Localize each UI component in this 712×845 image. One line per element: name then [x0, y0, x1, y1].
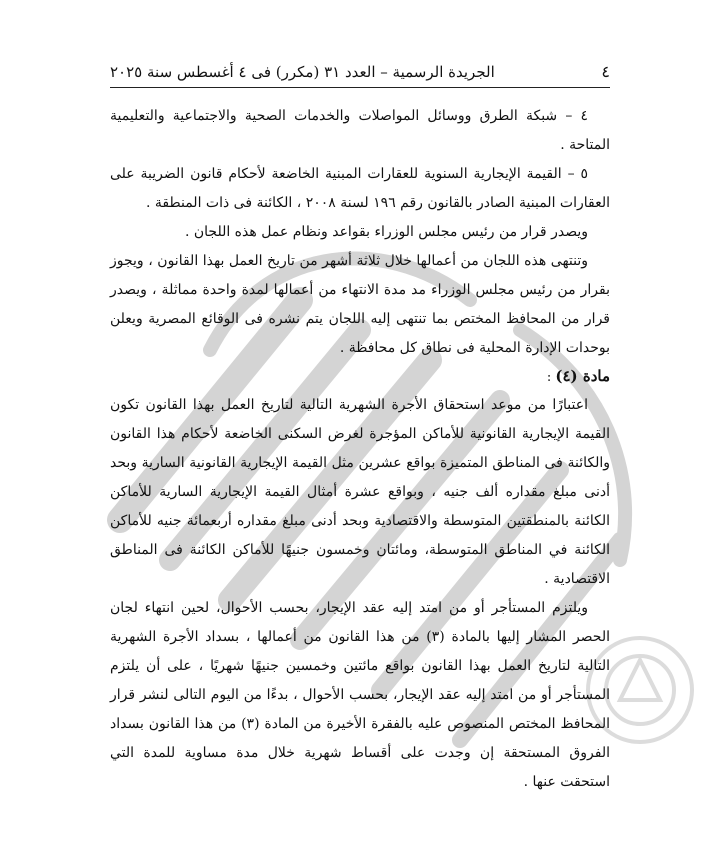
article-paragraph-tenant-obligation: ويلتزم المستأجر أو من امتد إليه عقد الإيجار، بحسب الأحوال، لحين انتهاء لجان الحصر المشار إليها بالمادة (٣) من هذا القانون من أعمالها ، بسداد الأجرة الشهرية التالية لتاريخ العمل بهذا القانون بواقع مائتين وخمسين جنيهًا شهريًا ، على أن يلتزم المستأجر أو من امتد إليه عقد الإيجار، بحسب الأحوال ، بدءًا من اليوم التالى لنشر قرار المحافظ المختص المنصوص عليه بالفقرة الأخيرة من المادة (٣) من هذا القانون بسداد الفروق المستحقة إن وجدت على أقساط شهرية خلال مدة مساوية للمدة التي استحقت عنها . [110, 600, 611, 790]
paragraph-committees-rules: ويصدر قرار من رئيس مجلس الوزراء بقواعد ونظام عمل هذه اللجان . [184, 224, 588, 240]
article-paragraph-rent-values: اعتبارًا من موعد استحقاق الأجرة الشهرية التالية لتاريخ العمل بهذا القانون تكون القيمة الإيجارية القانونية للأماكن المؤجرة لغرض السكنى الخاضعة لأحكام هذا القانون والكائنة فى المناطق المتميزة بواقع عشرين مثل القيمة الإيجارية القانونية السارية وبحد أدنى مبلغ مقداره ألف جنيه ، وبواقع عشرة أمثال القيمة الإيجارية السارية للأماكن الكائنة بالمنطقتين المتوسطة والاقتصادية وبحد أدنى مبلغ مقداره أربعمائة جنيه للأماكن الكائنة في المناطق المتوسطة، ومائتان وخمسون جنيهًا للأماكن الكائنة فى المناطق الاقتصادية . [110, 397, 610, 587]
page-header [110, 62, 610, 88]
gazette-title: الجريدة الرسمية – العدد ٣١ (مكرر) فى ٤ أغسطس سنة ٢٠٢٥ [110, 62, 495, 81]
page-number: ٤ [601, 62, 610, 81]
article-heading-suffix: : [546, 370, 556, 385]
paragraph-committees-deadline: وتنتهى هذه اللجان من أعمالها خلال ثلاثة أشهر من تاريخ العمل بهذا القانون ، ويجوز بقرار من رئيس مجلس الوزراء مد مدة الانتهاء من أعمالها لمدة واحدة مماثلة ، ويصدر قرار من المحافظ المختص بما تنتهى إليه اللجان يتم نشره فى الوقائع المصرية ويعلن بوحدات الإدارة المحلية فى نطاق كل محافظة . [110, 253, 610, 356]
paragraph-item-5: ٥ – القيمة الإيجارية السنوية للعقارات المبنية الخاضعة لأحكام قانون الضريبة على العقارات المبنية الصادر بالقانون رقم ١٩٦ لسنة ٢٠٠٨ ، الكائنة فى ذات المنطقة . [110, 166, 610, 211]
paragraph-item-4: ٤ – شبكة الطرق ووسائل المواصلات والخدمات الصحية والاجتماعية والتعليمية المتاحة . [110, 108, 610, 153]
article-heading [110, 363, 610, 391]
document-page [110, 62, 610, 797]
article-heading-label: مادة (٤) [555, 367, 610, 385]
